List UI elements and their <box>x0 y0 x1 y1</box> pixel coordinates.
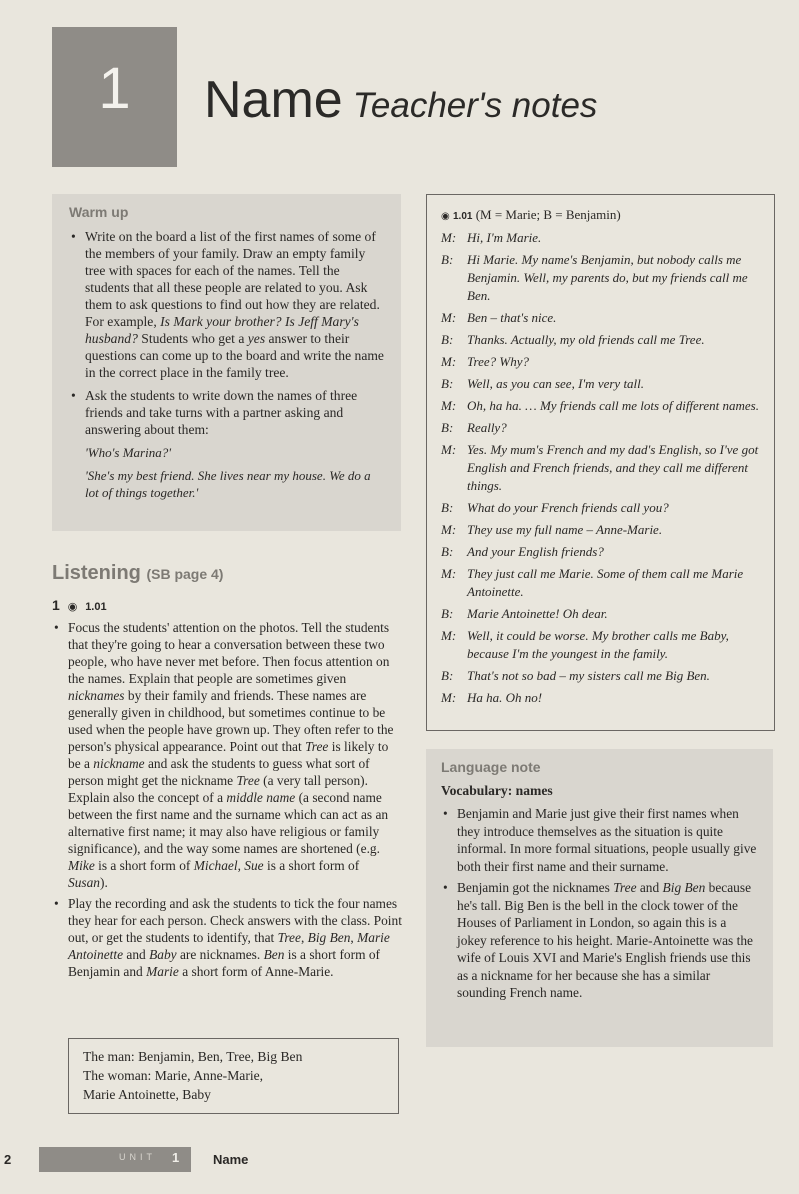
speaker: M: <box>441 690 457 705</box>
transcript-line <box>441 229 760 247</box>
text: Focus the students' attention on the photos. Tell the students that they're going to hear a conversation between these two people, who have never met before. Then focus attention on the names. Explain that people are sometimes given <box>68 620 390 686</box>
transcript-speakers: (M = Marie; B = Benjamin) <box>475 207 621 222</box>
transcript-line <box>441 397 760 415</box>
term: Tree <box>305 739 329 754</box>
warm-up-heading: Warm up <box>69 204 129 220</box>
exercise-num: 1 <box>52 597 60 613</box>
speaker: M: <box>441 628 457 643</box>
utterance: Hi Marie. My name's Benjamin, but nobody calls me Benjamin. Well, my parents do, but my friends call me Ben. <box>467 252 748 303</box>
speaker: B: <box>441 376 454 391</box>
transcript-line <box>441 667 760 685</box>
transcript-line <box>441 353 760 371</box>
transcript-line <box>441 331 760 349</box>
listening-item-1 <box>52 619 402 891</box>
utterance: Tree? Why? <box>467 354 529 369</box>
text: answer to their questions can come up to the board and write the name in the correct place in the family tree. <box>85 331 384 380</box>
term: nicknames <box>68 688 125 703</box>
warm-up-box <box>52 194 401 531</box>
speaker: M: <box>441 566 457 581</box>
listening-title: Listening <box>52 562 141 584</box>
text: are nicknames. <box>176 947 264 962</box>
text: and <box>636 880 663 895</box>
example: Is Mark your brother? <box>160 314 282 329</box>
warm-up-item-2 <box>69 387 387 501</box>
page-reference: (SB page 4) <box>146 566 224 582</box>
transcript-line <box>441 499 760 517</box>
listening-heading <box>52 562 223 585</box>
title-main: Name <box>204 71 343 129</box>
answer-woman: The woman: Marie, Anne-Marie, <box>83 1068 264 1083</box>
text: (a second name between the first name and the surname which can act as an alternative first name; it may also have religious or family significance), and the way some names are shortened (e.g. <box>68 790 389 856</box>
transcript-line <box>441 543 760 561</box>
speaker: B: <box>441 252 454 267</box>
term: Sue <box>244 858 264 873</box>
term: middle name <box>226 790 296 805</box>
transcript-header <box>441 207 760 223</box>
speaker: M: <box>441 398 457 413</box>
unit-number-box <box>52 27 177 167</box>
transcript-line <box>441 419 760 437</box>
utterance: They use my full name – Anne-Marie. <box>467 522 663 537</box>
quote: 'She's my best friend. She lives near my house. We do a lot of things together.' <box>85 468 371 500</box>
text: Write on the board a list of the first names of some of the members of your family. Draw an empty family tree with spaces for each of the names. Tell the students that all these people are related to you. Ask them to ask questions to find out how they are related. For example, <box>85 229 380 329</box>
warm-up-list <box>69 228 387 501</box>
text: Play the recording and ask the students to tick the four names they hear for each person. Check answers with the class. Point out, or get the students to identify, that <box>68 896 402 945</box>
utterance: And your English friends? <box>467 544 604 559</box>
term: Michael <box>193 858 238 873</box>
utterance: Thanks. Actually, my old friends call me Tree. <box>467 332 705 347</box>
term: Tree <box>236 773 260 788</box>
emphasis: yes <box>247 331 266 346</box>
page-title <box>204 70 597 130</box>
text: by their family and friends. These names are generally given in childhood, but sometimes continue to be used when the people have grown up. They often refer to the person's physical appearance. Point out that <box>68 688 394 754</box>
transcript-line <box>441 565 760 601</box>
text: is likely to be a <box>68 739 389 771</box>
transcript-line <box>441 605 760 623</box>
transcript-line <box>441 689 760 707</box>
text: , <box>300 930 308 945</box>
language-note-item-2 <box>441 879 759 1002</box>
answer-woman-cont: Marie Antoinette, Baby <box>83 1087 211 1102</box>
transcript-track: 1.01 <box>452 211 473 222</box>
text: is a short form of <box>263 858 360 873</box>
speaker: B: <box>441 332 454 347</box>
utterance: That's not so bad – my sisters call me Big Ben. <box>467 668 710 683</box>
term: Susan <box>68 875 100 890</box>
transcript-line <box>441 521 760 539</box>
text: is a short form of <box>94 858 194 873</box>
title-subtitle: Teacher's notes <box>352 86 598 125</box>
transcript-line <box>441 309 760 327</box>
term: Marie Antoinette <box>68 930 390 962</box>
text: Ask the students to write down the names of three friends and take turns with a partner asking and answering about them: <box>85 388 358 437</box>
text: and ask the students to guess what sort of person might get the nickname <box>68 756 370 788</box>
utterance: Yes. My mum's French and my dad's English, so I've got English and French friends, and they call me different things. <box>467 442 759 493</box>
speaker: M: <box>441 354 457 369</box>
speaker: M: <box>441 230 457 245</box>
listening-item-2 <box>52 895 402 980</box>
utterance: Oh, ha ha. … My friends call me lots of different names. <box>467 398 759 413</box>
term: Mike <box>68 858 95 873</box>
term: Big Ben <box>662 880 706 895</box>
utterance: What do your French friends call you? <box>467 500 669 515</box>
language-note-heading: Language note <box>441 759 541 775</box>
text: Benjamin got the nicknames <box>457 880 614 895</box>
text: is a short form of Benjamin and <box>68 947 381 979</box>
text: because he's tall. Big Ben is the bell in the clock tower of the Houses of Parliament in London, so again this is a jokey reference to his height. Marie-Antoinette was the wife of Louis XVI and Marie's English friends use this as a nickname for her because she has a similar sounding French name. <box>457 880 753 1000</box>
transcript-line <box>441 375 760 393</box>
transcript-line <box>441 251 760 305</box>
exercise-number <box>52 597 107 613</box>
utterance: Well, as you can see, I'm very tall. <box>467 376 645 391</box>
example: Is Jeff Mary's husband? <box>85 314 359 346</box>
utterance: Really? <box>467 420 507 435</box>
term: Tree <box>613 880 637 895</box>
footer-title: Name <box>213 1152 249 1167</box>
speaker: M: <box>441 310 457 325</box>
term: nickname <box>93 756 145 771</box>
utterance: Ben – that's nice. <box>467 310 557 325</box>
language-note-box <box>426 749 773 1047</box>
footer-unit-bar <box>39 1147 191 1172</box>
speaker: B: <box>441 500 454 515</box>
listening-instructions <box>52 619 402 984</box>
unit-number: 1 <box>98 56 131 121</box>
answer-man: The man: Benjamin, Ben, Tree, Big Ben <box>83 1049 303 1064</box>
utterance: Hi, I'm Marie. <box>467 230 542 245</box>
term: Ben <box>263 947 285 962</box>
text: ). <box>100 875 108 890</box>
speaker: B: <box>441 420 454 435</box>
term: Marie <box>146 964 179 979</box>
term: Baby <box>149 947 177 962</box>
transcript-line <box>441 441 760 495</box>
text: (a very tall person). Explain also the concept of a <box>68 773 368 805</box>
speaker: B: <box>441 544 454 559</box>
text: , <box>237 858 245 873</box>
page-number: 2 <box>4 1152 12 1167</box>
track-number: 1.01 <box>85 601 107 613</box>
speaker: M: <box>441 522 457 537</box>
quote: 'Who's Marina?' <box>85 445 171 460</box>
speaker: M: <box>441 442 457 457</box>
utterance: Marie Antoinette! Oh dear. <box>467 606 608 621</box>
speaker: B: <box>441 606 454 621</box>
text: Students who get a <box>137 331 248 346</box>
cd-icon: ◉ <box>441 211 450 222</box>
utterance: Ha ha. Oh no! <box>467 690 543 705</box>
answer-box <box>68 1038 399 1114</box>
utterance: They just call me Marie. Some of them call me Marie Antoinette. <box>467 566 744 599</box>
vocabulary-heading: Vocabulary: names <box>441 783 553 798</box>
term: Big Ben <box>307 930 351 945</box>
warm-up-item-1 <box>69 228 387 381</box>
text: and <box>123 947 150 962</box>
footer-unit-label: UNIT <box>119 1152 156 1162</box>
text: , <box>350 930 358 945</box>
utterance: Well, it could be worse. My brother calls me Baby, because I'm the youngest in the family. <box>467 628 729 661</box>
text: a short form of Anne-Marie. <box>178 964 334 979</box>
language-note-item-1: • Benjamin and Marie just give their first names when they introduce themselves as the situation is quite informal. In more formal situations, people usually give both their first name and their surname. <box>441 805 759 875</box>
term: Tree <box>277 930 301 945</box>
transcript-line <box>441 627 760 663</box>
footer-unit-number: 1 <box>172 1150 180 1165</box>
transcript-box <box>426 194 775 731</box>
speaker: B: <box>441 668 454 683</box>
cd-icon: ◉ <box>67 601 78 613</box>
